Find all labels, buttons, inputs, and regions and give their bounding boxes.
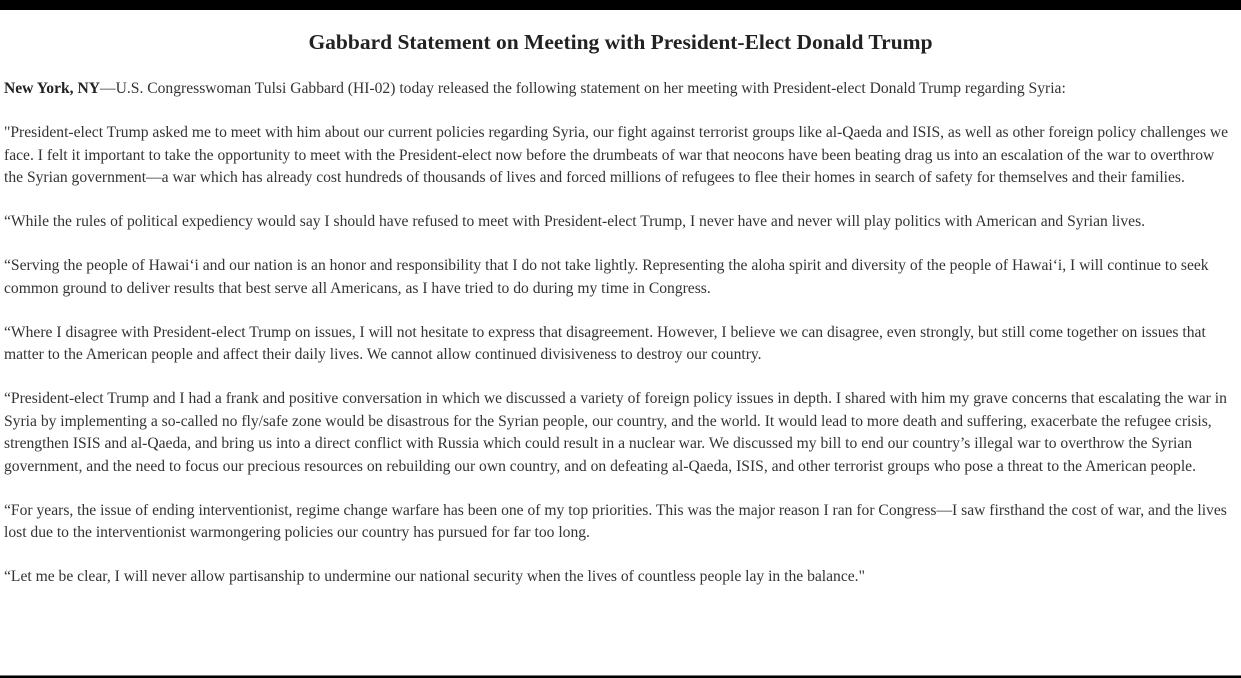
statement-paragraph-3: “Serving the people of Hawaiʻi and our nation is an honor and responsibility that I do not take lightly. Representing the aloha spirit and diversity of the people of Hawaiʻi, I will continue to seek common ground to deliver results that best serve all Americans, as I have tried to do during my time in Congress. bbox=[4, 257, 1209, 297]
statement-paragraph-5: “President-elect Trump and I had a frank and positive conversation in which we discussed a variety of foreign policy issues in depth. I shared with him my grave concerns that escalating the war in Syria by implementing a so-called no fly/safe zone would be disastrous for the Syrian people, our country, and the world. It would lead to more death and suffering, exacerbate the refugee crisis, strengthen ISIS and al-Qaeda, and bring us into a direct conflict with Russia which could result in a nuclear war. We discussed my bill to end our country’s illegal war to overthrow the Syrian government, and the need to focus our precious resources on rebuilding our own country, and on defeating al-Qaeda, ISIS, and other terrorist groups who pose a threat to the American people. bbox=[4, 390, 1227, 475]
dateline: New York, NY bbox=[4, 80, 101, 97]
statement-page bbox=[0, 10, 1241, 676]
statement-paragraph-4: “Where I disagree with President-elect Trump on issues, I will not hesitate to express that disagreement. However, I believe we can disagree, even strongly, but still come together on issues that matter to the American people and affect their daily lives. We cannot allow continued divisiveness to destroy our country. bbox=[4, 323, 1206, 363]
lead-paragraph bbox=[4, 78, 1236, 101]
statement-paragraph-7: “Let me be clear, I will never allow partisanship to undermine our national security when the lives of countless people lay in the balance." bbox=[4, 568, 865, 585]
statement-paragraph-2: “While the rules of political expediency would say I should have refused to meet with President-elect Trump, I never have and never will play politics with American and Syrian lives. bbox=[4, 213, 1146, 230]
statement-body bbox=[4, 78, 1236, 610]
statement-paragraph-6: “For years, the issue of ending interventionist, regime change warfare has been one of my top priorities. This was the major reason I ran for Congress—I saw firsthand the cost of war, and the lives lost due to the interventionist warmongering policies our country has pursued for far too long. bbox=[4, 501, 1227, 541]
lead-text: —U.S. Congresswoman Tulsi Gabbard (HI-02) today released the following statement on her meeting with President-elect Donald Trump regarding Syria: bbox=[100, 80, 1066, 97]
statement-paragraph-1: "President-elect Trump asked me to meet with him about our current policies regarding Syria, our fight against terrorist groups like al-Qaeda and ISIS, as well as other foreign policy challenges we face. I felt it important to take the opportunity to meet with the President-elect now before the drumbeats of war that neocons have been beating drag us into an escalation of the war to overthrow the Syrian government—a war which has already cost hundreds of thousands of lives and forced millions of refugees to flee their homes in search of safety for themselves and their families. bbox=[4, 124, 1229, 186]
page-title: Gabbard Statement on Meeting with President-Elect Donald Trump bbox=[308, 30, 933, 54]
